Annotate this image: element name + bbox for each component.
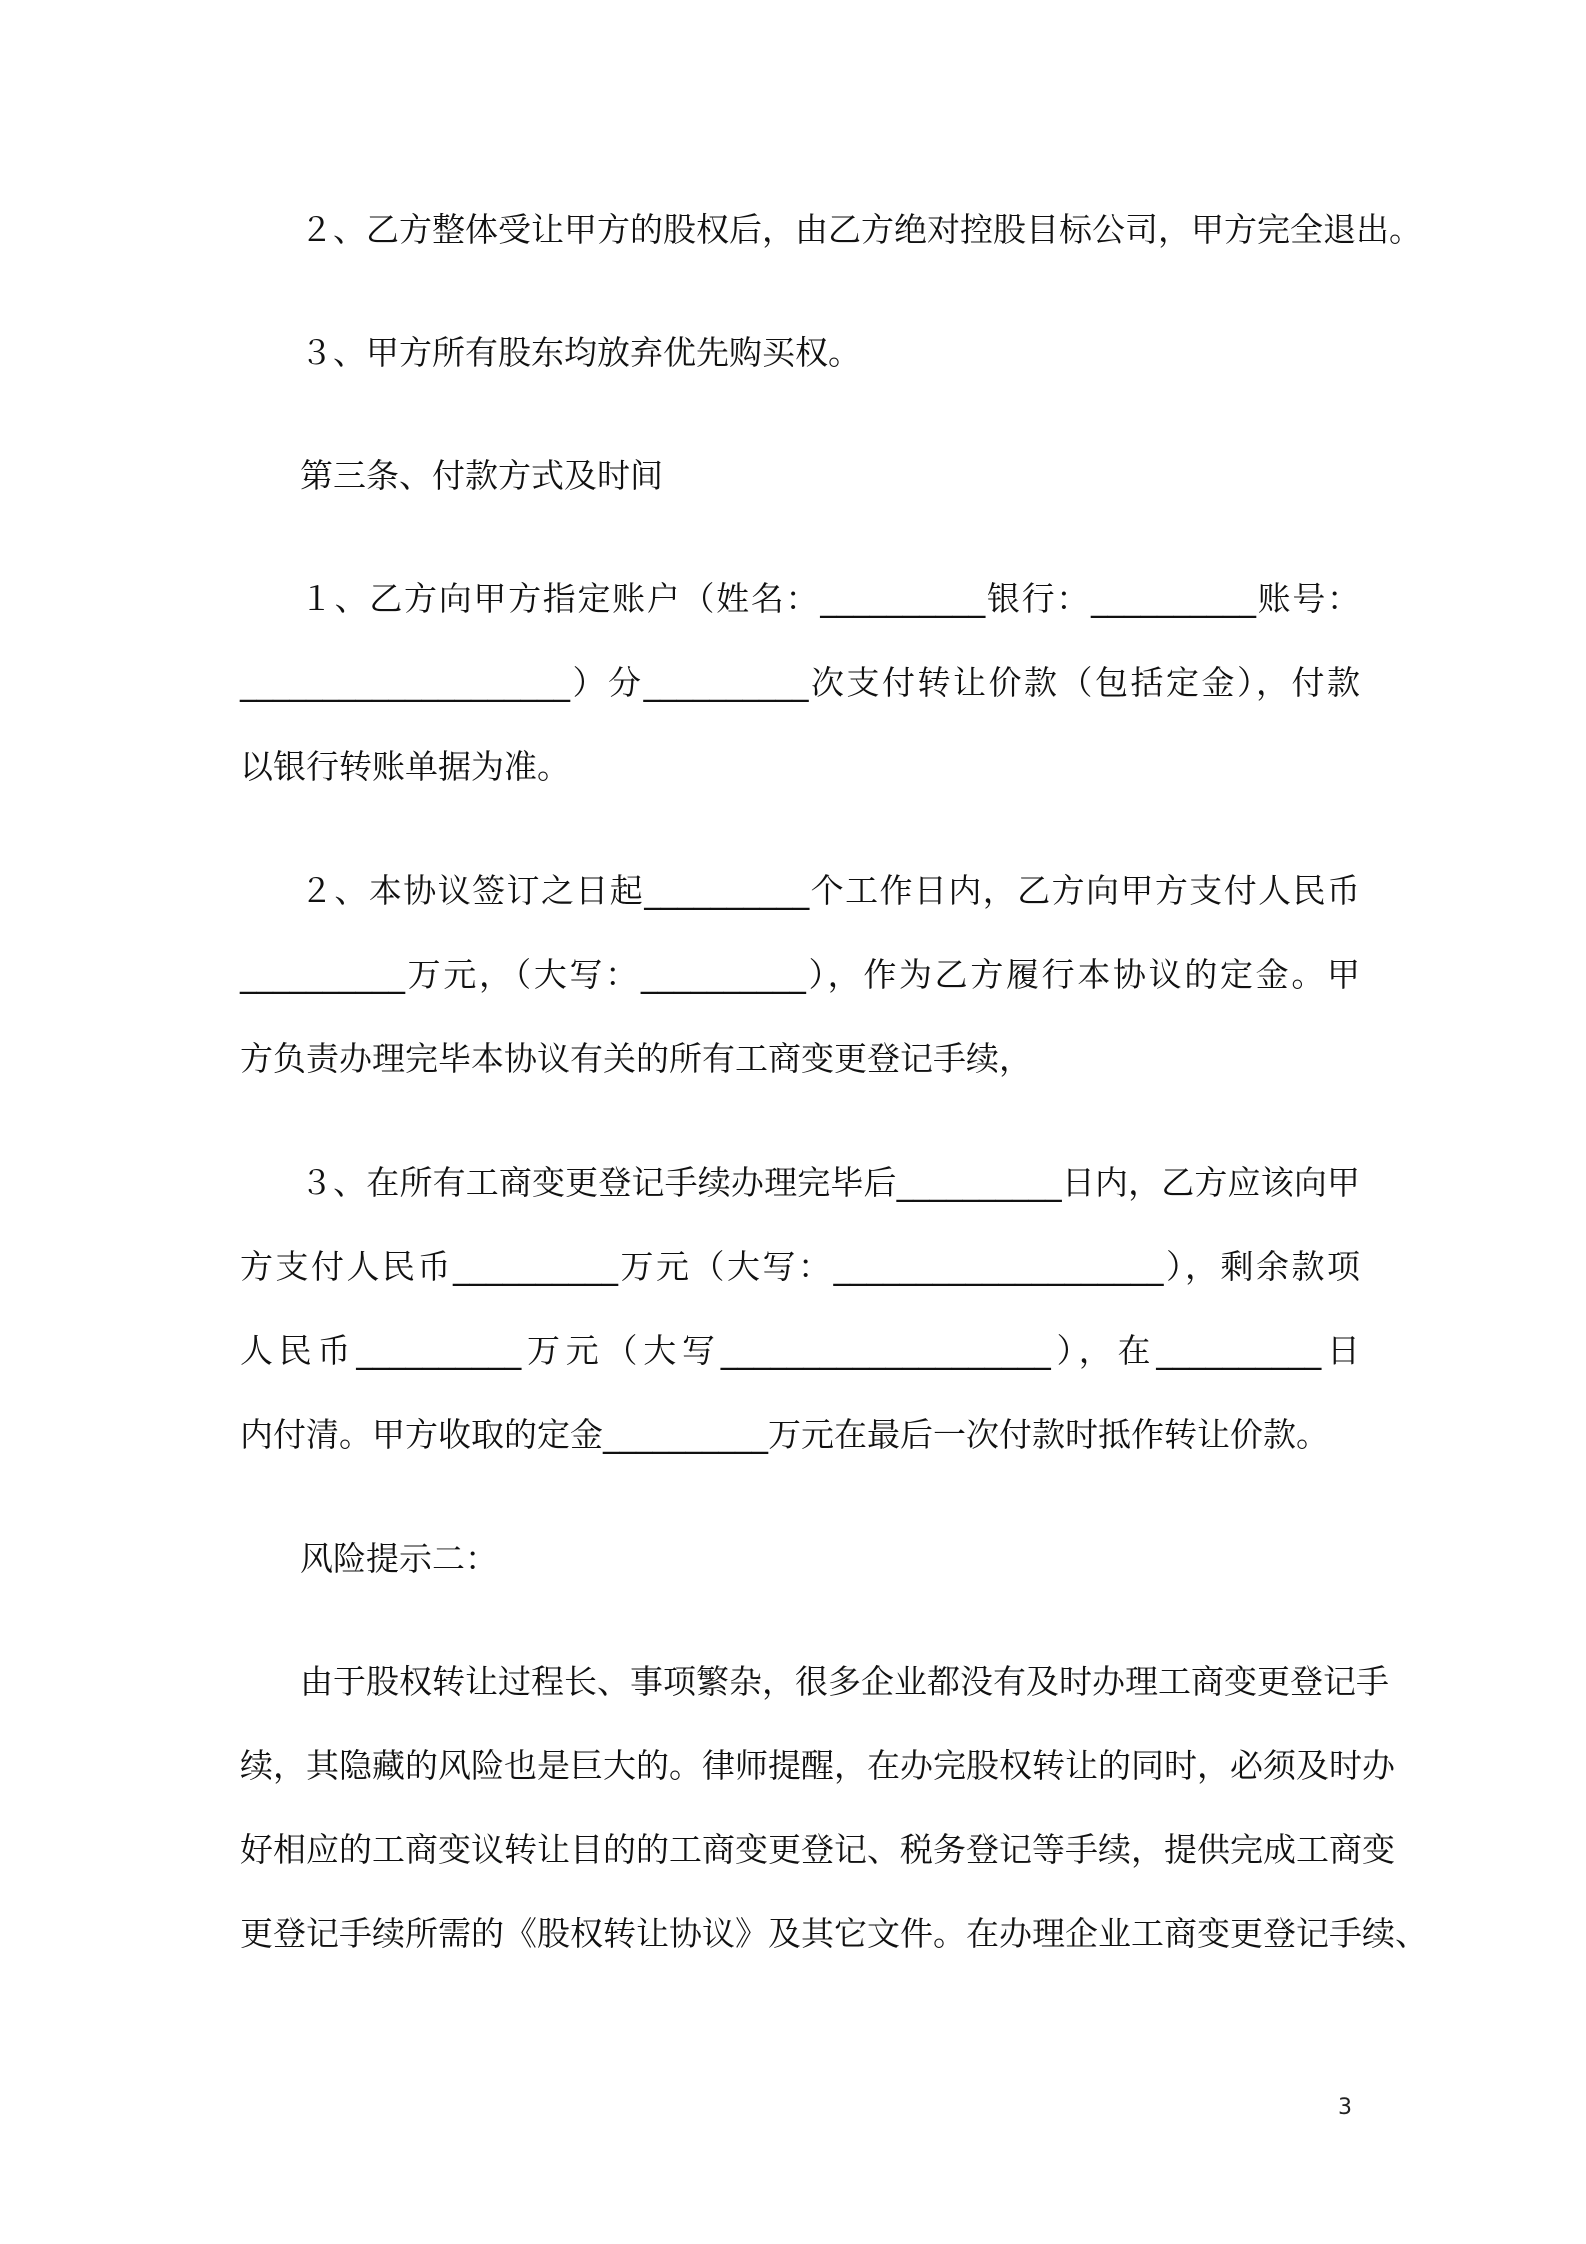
risk-notice-line-2: 续，其隐藏的风险也是巨大的。律师提醒，在办完股权转让的同时，必须及时办 [240, 1746, 1395, 1785]
clause-3-3-line-1: ３、在所有工商变更登记手续办理完毕后__________日内，乙方应该向甲 [300, 1163, 1360, 1202]
clause-3-2-line-3: 方负责办理完毕本协议有关的所有工商变更登记手续， [240, 1039, 1032, 1078]
clause-3-2-line-2: __________万元，（大写：__________），作为乙方履行本协议的定金。甲 [240, 955, 1360, 994]
clause-3-3-line-4: 内付清。甲方收取的定金__________万元在最后一次付款时抵作转让价款。 [240, 1415, 1329, 1454]
clause-3-1-line-3: 以银行转账单据为准。 [240, 747, 570, 786]
clause-3-2-line-1: ２、本协议签订之日起__________个工作日内，乙方向甲方支付人民币 [300, 871, 1360, 910]
risk-notice-line-4: 更登记手续所需的《股权转让协议》及其它文件。在办理企业工商变更登记手续、 [240, 1914, 1428, 1953]
clause-3-3-line-3: 人民币__________万元（大写____________________），在__________日 [240, 1331, 1360, 1370]
risk-notice-heading: 风险提示二： [300, 1539, 498, 1578]
clause-2-2: ２、乙方整体受让甲方的股权后，由乙方绝对控股目标公司，甲方完全退出。 [300, 210, 1422, 249]
clause-3-3-line-2: 方支付人民币__________万元（大写：____________________），剩余款项 [240, 1247, 1360, 1286]
clause-3-1-line-1: １、乙方向甲方指定账户（姓名：__________银行：__________账号： [300, 579, 1360, 618]
article-3-heading: 第三条、付款方式及时间 [300, 456, 663, 495]
risk-notice-line-3: 好相应的工商变议转让目的的工商变更登记、税务登记等手续，提供完成工商变 [240, 1830, 1395, 1869]
risk-notice-line-1: 由于股权转让过程长、事项繁杂，很多企业都没有及时办理工商变更登记手 [300, 1662, 1389, 1701]
clause-2-3: ３、甲方所有股东均放弃优先购买权。 [300, 333, 861, 372]
clause-3-1-line-2: ____________________）分__________次支付转让价款（包括定金），付款 [240, 663, 1360, 702]
page-number: 3 [1338, 2095, 1352, 2120]
